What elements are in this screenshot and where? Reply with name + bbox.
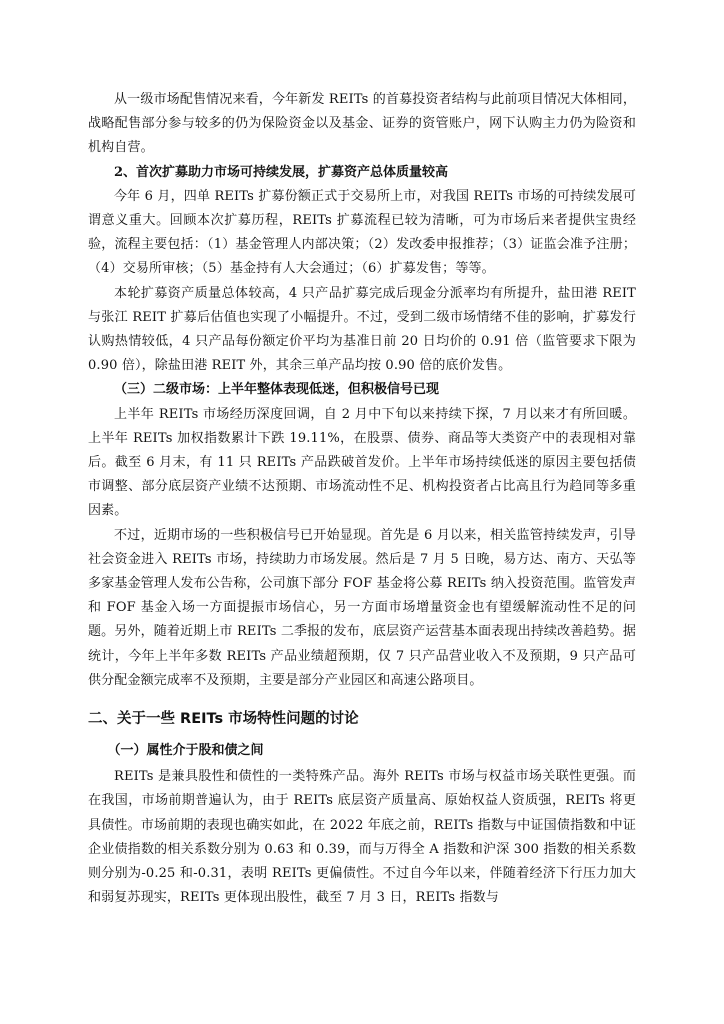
heading-equity-debt-attributes: （一）属性介于股和债之间	[107, 743, 264, 759]
paragraph-expansion-process: 今年 6 月，四单 REITs 扩募份额正式于交易所上市，对我国 REITs 市场的可持续发展可谓意义重大。回顾本次扩募历程，REITs 扩募流程已较为清晰，可为市场后来者提供宝贵经验，流程主要包括：（1）基金管理人内部决策；（2）发改委申报推荐；（3）证监会准予注册；（4）交易所审核；（5）基金持有人大会通过；（6）扩募发售；等等。	[88, 188, 636, 277]
paragraph-equity-debt-discussion: REITs 是兼具股性和债性的一类特殊产品。海外 REITs 市场与权益市场关联性更强。而在我国，市场前期普遍认为，由于 REITs 底层资产质量高、原始权益人资质强，REITs 将更具债性。市场前期的表现也确实如此，在 2022 年底之前，REITs 指数与中证国债指数和中证企业债指数的相关系数分别为 0.63 和 0.39，而与万得全 A 指数和沪深 300 指数的相关系数则分别为-0.25 和-0.31，表明 REITs 更偏债性。不过自今年以来，伴随着经济下行压力加大和弱复苏现实，REITs 更体现出股性，截至 7 月 3 日，REITs 指数与	[88, 769, 636, 906]
heading-secondary-market: （三）二级市场：上半年整体表现低迷，但积极信号已现	[114, 382, 440, 398]
paragraph-primary-market-allocation: 从一级市场配售情况来看，今年新发 REITs 的首募投资者结构与此前项目情况大体相同，战略配售部分参与较多的仍为保险资金以及基金、证券的资管账户，网下认购主力仍为险资和机构自营。	[88, 92, 636, 156]
heading-reits-characteristics: 二、关于一些 REITs 市场特性问题的讨论	[88, 711, 359, 728]
paragraph-secondary-market-decline: 上半年 REITs 市场经历深度回调，自 2 月中下旬以来持续下探，7 月以来才有所回暖。上半年 REITs 加权指数累计下跌 19.11%，在股票、债券、商品等大类资产中的表现相对靠后。截至 6 月末，有 11 只 REITs 产品跌破首发价。上半年市场持续低迷的原因主要包括债市调整、部分底层资产业绩不达预期、市场流动性不足、机构投资者占比高且行为趋同等多重因素。	[88, 406, 636, 519]
paragraph-expansion-asset-quality: 本轮扩募资产质量总体较高，4 只产品扩募完成后现金分派率均有所提升，盐田港 REIT 与张江 REIT 扩募后估值也实现了小幅提升。不过，受到二级市场情绪不佳的影响，扩募发行认购热情较低，4 只产品每份额定价平均为基准日前 20 日均价的 0.91 倍（监管要求下限为 0.90 倍），除盐田港 REIT 外，其余三单产品均按 0.90 倍的底价发售。	[88, 285, 636, 374]
document-page	[88, 88, 636, 911]
heading-first-expansion: 2、首次扩募助力市场可持续发展，扩募资产总体质量较高	[114, 164, 449, 180]
paragraph-positive-signals: 不过，近期市场的一些积极信号已开始显现。首先是 6 月以来，相关监管持续发声，引导社会资金进入 REITs 市场，持续助力市场发展。然后是 7 月 5 日晚，易方达、南方、天弘等多家基金管理人发布公告称，公司旗下部分 FOF 基金将公募 REITs 纳入投资范围。监管发声和 FOF 基金入场一方面提振市场信心，另一方面市场增量资金也有望缓解流动性不足的问题。另外，随着近期上市 REITs 二季报的发布，底层资产运营基本面表现出持续改善趋势。据统计，今年上半年多数 REITs 产品业绩超预期，仅 7 只产品营业收入不及预期，9 只产品可供分配金额完成率不及预期，主要是部分产业园区和高速公路项目。	[88, 527, 636, 688]
